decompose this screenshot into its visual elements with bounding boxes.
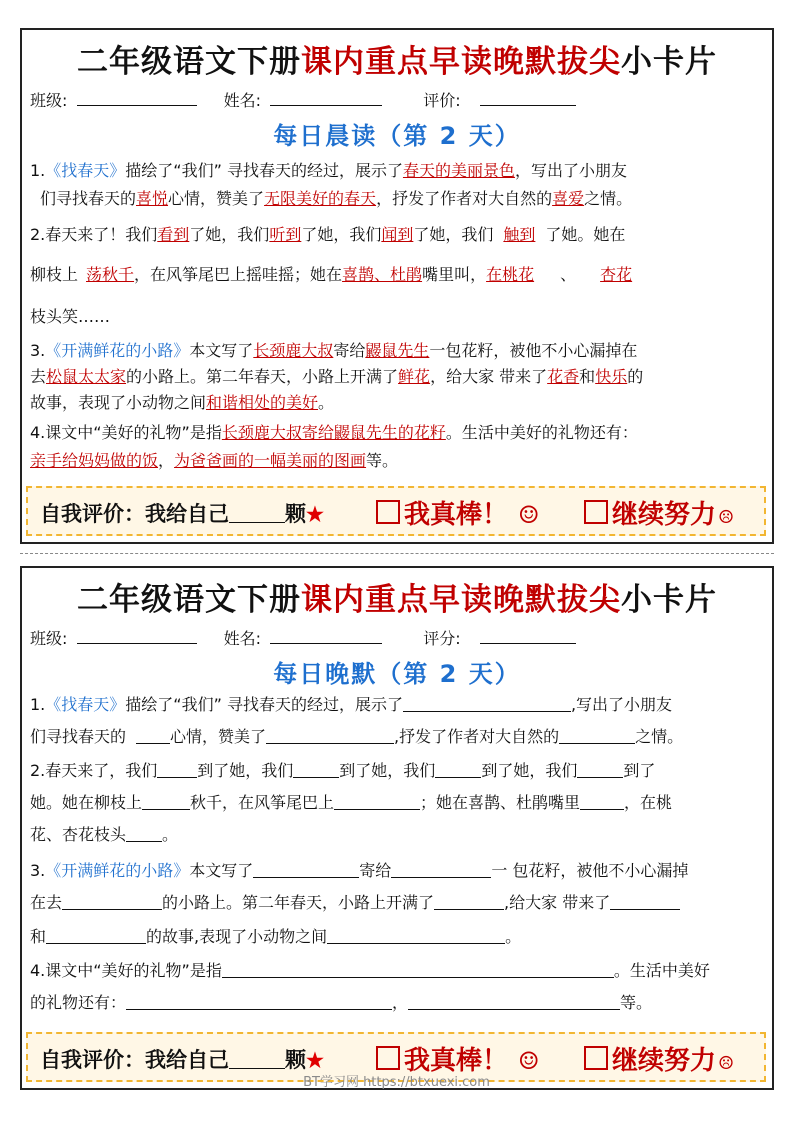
blank-field[interactable] — [577, 761, 623, 778]
answer: 春天的美丽景色 — [402, 161, 515, 180]
text: 到了 — [623, 761, 656, 780]
eval-field[interactable] — [480, 91, 576, 106]
text: 到了她，我们 — [197, 761, 294, 780]
answer: 在桃花 — [486, 265, 535, 284]
text: 一 包花籽，被他不小心漏掉 — [491, 861, 689, 880]
paragraph-3-line-1 — [30, 860, 766, 882]
card-subtitle: 每日晨读（第 2 天） — [273, 122, 521, 150]
text: ， — [392, 993, 409, 1012]
checkbox-great[interactable] — [376, 500, 400, 524]
text: 嘴里叫， — [422, 265, 487, 284]
text: ，抒发了作者对大自然的 — [376, 189, 553, 208]
blank-field[interactable] — [559, 727, 635, 744]
frown-icon: ☹ — [718, 1053, 735, 1074]
text: 、 — [560, 265, 577, 284]
option-great[interactable] — [376, 494, 540, 531]
text: 。生活中美好的礼物还有： — [445, 423, 638, 442]
name-label: 姓名: — [223, 91, 261, 110]
class-label: 班级: — [30, 629, 68, 648]
evening-dictation-card — [20, 566, 774, 1090]
text: 心情，赞美了 — [168, 189, 265, 208]
text: ，写出了小朋友 — [514, 161, 627, 180]
text: 柳枝上 — [30, 265, 79, 284]
text: 秋千，在风筝尾巴上 — [190, 793, 335, 812]
option-keep-trying[interactable] — [584, 494, 734, 531]
answer: 杏花 — [600, 265, 633, 284]
text: 到了她，我们 — [339, 761, 436, 780]
title-part: 小卡片 — [621, 44, 717, 80]
text: 。生活中美好 — [613, 961, 710, 980]
item-number: 1. — [30, 695, 46, 714]
card-separator — [20, 553, 774, 554]
book-title: 《开满鲜花的小路》 — [45, 861, 190, 880]
blank-field[interactable] — [580, 793, 624, 810]
self-eval-label — [40, 1044, 324, 1074]
blank-field[interactable] — [222, 961, 614, 978]
class-field[interactable] — [77, 91, 197, 106]
text: 的小路上。第二年春天，小路上开满了 — [126, 367, 399, 386]
star-icon: ★ — [306, 502, 324, 526]
text: 。 — [505, 927, 522, 946]
score-label: 评分: — [423, 629, 461, 648]
paragraph-1-line-2 — [30, 726, 766, 748]
self-eval-text: 自我评价：我给自己 — [40, 1047, 229, 1072]
text: 的故事,表现了小动物之间 — [146, 927, 328, 946]
text: 花、杏花枝头 — [30, 825, 127, 844]
text: 枝头笑…… — [30, 307, 111, 326]
answer: 喜悦 — [136, 189, 169, 208]
blank-field[interactable] — [62, 893, 162, 910]
self-eval-unit: 颗 — [285, 1047, 306, 1072]
card-subtitle: 每日晚默（第 2 天） — [273, 660, 521, 688]
text: 本文写了 — [189, 861, 254, 880]
text: 了她，我们 — [189, 225, 270, 244]
option-keep-trying-label: 继续努力 — [612, 500, 717, 530]
blank-field[interactable] — [334, 793, 420, 810]
paragraph-2-line-1 — [30, 224, 766, 246]
text: 。 — [318, 393, 335, 412]
paragraph-1-line-2 — [40, 188, 766, 210]
answer: 花香 — [547, 367, 580, 386]
text: 寄给 — [359, 861, 392, 880]
card-title — [22, 36, 772, 81]
answer: 快乐 — [595, 367, 628, 386]
blank-field[interactable] — [408, 993, 620, 1010]
blank-field[interactable] — [136, 727, 170, 744]
paragraph-2-line-2 — [30, 264, 766, 286]
paragraph-4-line-1 — [30, 960, 766, 982]
item-number: 3. — [30, 341, 46, 360]
blank-field[interactable] — [46, 927, 146, 944]
answer: 触到 — [503, 225, 536, 244]
blank-field[interactable] — [435, 761, 481, 778]
star-count-field[interactable] — [229, 1050, 285, 1069]
text: 4.课文中“美好的礼物”是指 — [30, 423, 222, 442]
paragraph-1-line-1 — [30, 160, 766, 182]
text: 本文写了 — [189, 341, 254, 360]
text: 了她，我们 — [301, 225, 382, 244]
blank-field[interactable] — [157, 761, 197, 778]
blank-field[interactable] — [266, 727, 394, 744]
book-title: 《找春天》 — [45, 161, 126, 180]
text: 心情，赞美了 — [170, 727, 267, 746]
star-icon: ★ — [306, 1048, 324, 1072]
answer: 无限美好的春天 — [264, 189, 377, 208]
name-field[interactable] — [270, 629, 382, 644]
answer: 鼹鼠先生 — [365, 341, 430, 360]
blank-field[interactable] — [327, 927, 505, 944]
paragraph-4-line-2 — [30, 992, 766, 1014]
text: 故事，表现了小动物之间 — [30, 393, 207, 412]
paragraph-3-line-3 — [30, 392, 766, 414]
text: 和 — [579, 367, 596, 386]
text: 们寻找春天的 — [40, 189, 137, 208]
paragraph-4-line-1 — [30, 422, 766, 444]
book-title: 《找春天》 — [45, 695, 126, 714]
answer: 松鼠太太家 — [46, 367, 127, 386]
answer: 看到 — [157, 225, 190, 244]
paragraph-3-line-2 — [30, 366, 766, 388]
title-part: 小卡片 — [621, 582, 717, 618]
text: 之情。 — [584, 189, 633, 208]
answer: 长颈鹿大叔 — [253, 341, 334, 360]
answer: 为爸爸画的一幅美丽的图画 — [174, 451, 367, 470]
option-great-label: 我真棒！ — [404, 1046, 509, 1076]
text: ，给大家 带来了 — [430, 367, 548, 386]
paragraph-3-line-2 — [30, 892, 766, 914]
text: 4.课文中“美好的礼物”是指 — [30, 961, 222, 980]
checkbox-keep-trying[interactable] — [584, 1046, 608, 1070]
option-keep-trying-label: 继续努力 — [612, 1046, 717, 1076]
text: 们寻找春天的 — [30, 727, 127, 746]
self-eval-text: 自我评价：我给自己 — [40, 501, 229, 526]
answer: 亲手给妈妈做的饭 — [30, 451, 159, 470]
text: 等。 — [620, 993, 653, 1012]
answer: 鲜花 — [398, 367, 431, 386]
score-field[interactable] — [480, 629, 576, 644]
book-title: 《开满鲜花的小路》 — [45, 341, 190, 360]
answer: 长颈鹿大叔寄给鼹鼠先生的花籽 — [221, 423, 446, 442]
self-eval-unit: 颗 — [285, 501, 306, 526]
paragraph-2-line-1 — [30, 760, 766, 782]
self-eval-label — [40, 498, 324, 528]
text: 2.春天来了，我们 — [30, 761, 158, 780]
text: ,给大家 带来了 — [504, 893, 611, 912]
blank-field[interactable] — [142, 793, 190, 810]
text: 了她，我们 — [413, 225, 494, 244]
checkbox-keep-trying[interactable] — [584, 500, 608, 524]
blank-field[interactable] — [126, 993, 392, 1010]
text: ，在桃 — [624, 793, 673, 812]
text: 描绘了“我们” 寻找春天的经过，展示了 — [125, 695, 403, 714]
text: 和 — [30, 927, 47, 946]
paragraph-2-line-3 — [30, 306, 766, 328]
eval-label: 评价: — [423, 91, 461, 110]
text: 她。她在柳枝上 — [30, 793, 143, 812]
paragraph-2-line-3 — [30, 824, 766, 846]
blank-field[interactable] — [434, 893, 504, 910]
star-count-field[interactable] — [229, 504, 285, 523]
text: 寄给 — [333, 341, 366, 360]
title-part: 二年级语文下册 — [77, 582, 301, 618]
text: 一包花籽，被他不小心漏掉在 — [429, 341, 638, 360]
morning-reading-card — [20, 28, 774, 544]
name-field[interactable] — [270, 91, 382, 106]
item-number: 3. — [30, 861, 46, 880]
answer: 喜爱 — [552, 189, 585, 208]
text: 去 — [30, 367, 47, 386]
blank-field[interactable] — [610, 893, 680, 910]
answer: 和谐相处的美好 — [206, 393, 319, 412]
info-row — [30, 626, 576, 649]
title-highlight: 课内重点早读晚默拔尖 — [301, 582, 621, 618]
item-number: 1. — [30, 161, 46, 180]
paragraph-3-line-1 — [30, 340, 766, 362]
checkbox-great[interactable] — [376, 1046, 400, 1070]
paragraph-3-line-3 — [30, 926, 766, 948]
answer: 闻到 — [381, 225, 414, 244]
title-highlight: 课内重点早读晚默拔尖 — [301, 44, 621, 80]
blank-field[interactable] — [403, 695, 571, 712]
class-label: 班级: — [30, 91, 68, 110]
frown-icon: ☹ — [718, 507, 735, 528]
text: ；她在喜鹊、杜鹃嘴里 — [420, 793, 581, 812]
text: 2.春天来了！我们 — [30, 225, 158, 244]
card-title — [22, 574, 772, 619]
smile-icon: ☺ — [518, 500, 540, 529]
answer: 听到 — [269, 225, 302, 244]
text: ，在风筝尾巴上摇哇摇；她在 — [134, 265, 343, 284]
text: 。 — [162, 825, 179, 844]
text: ,写出了小朋友 — [570, 695, 673, 714]
text: 描绘了“我们” 寻找春天的经过，展示了 — [125, 161, 403, 180]
text: 之情。 — [635, 727, 684, 746]
paragraph-2-line-2 — [30, 792, 766, 814]
smile-icon: ☺ — [518, 1046, 540, 1075]
text: 的 — [627, 367, 644, 386]
info-row — [30, 88, 576, 111]
text: ,抒发了作者对大自然的 — [394, 727, 560, 746]
watermark-footer: BT学习网 https://btxuexi.com — [303, 1075, 490, 1090]
blank-field[interactable] — [391, 861, 491, 878]
answer: 荡秋千 — [86, 265, 135, 284]
text: 的礼物还有： — [30, 993, 127, 1012]
text: 的小路上。第二年春天，小路上开满了 — [162, 893, 435, 912]
class-field[interactable] — [77, 629, 197, 644]
paragraph-1-line-1 — [30, 694, 766, 716]
paragraph-4-line-2 — [30, 450, 766, 472]
title-part: 二年级语文下册 — [77, 44, 301, 80]
blank-field[interactable] — [293, 761, 339, 778]
blank-field[interactable] — [253, 861, 359, 878]
text: 等。 — [366, 451, 399, 470]
name-label: 姓名: — [223, 629, 261, 648]
text: ， — [158, 451, 175, 470]
option-great-label: 我真棒！ — [404, 500, 509, 530]
self-evaluation-box — [26, 486, 766, 536]
text: 了她。她在 — [545, 225, 626, 244]
text: 到了她，我们 — [481, 761, 578, 780]
text: 在去 — [30, 893, 63, 912]
blank-field[interactable] — [126, 825, 162, 842]
answer: 喜鹊、杜鹃 — [342, 265, 423, 284]
